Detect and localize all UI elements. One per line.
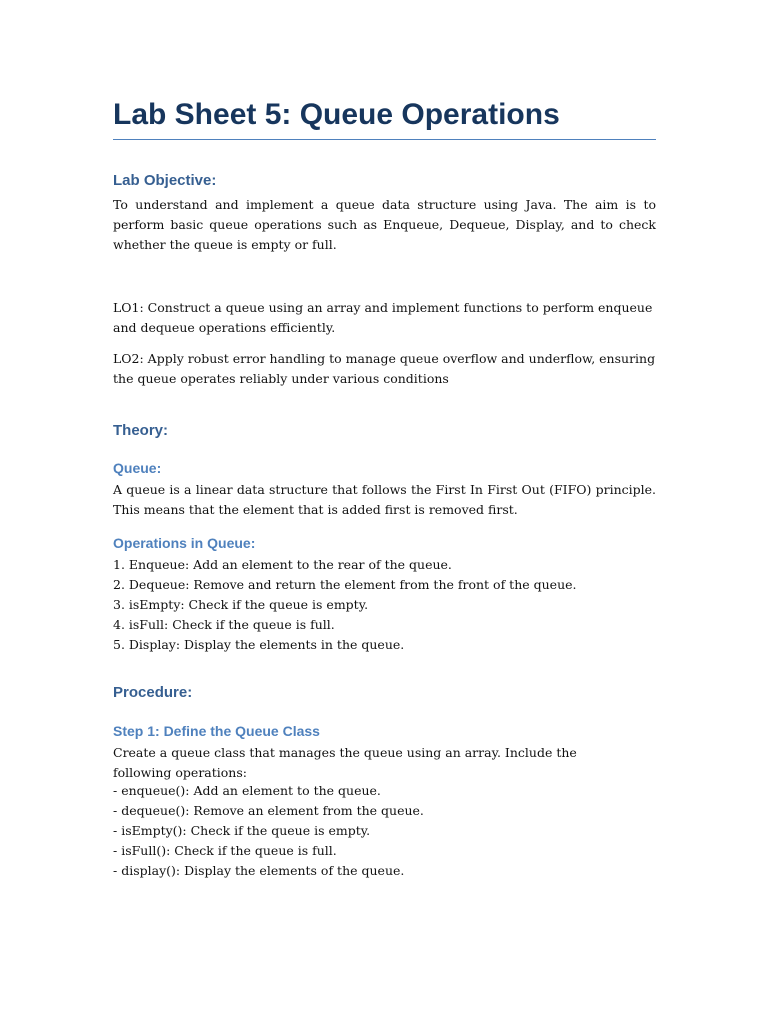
- list-item: 2. Dequeue: Remove and return the element from the front of the queue.: [113, 577, 577, 592]
- list-item: - display(): Display the elements of the queue.: [113, 863, 405, 878]
- queue-subsection: [113, 458, 656, 478]
- objective-paragraph: To understand and implement a queue data structure using Java. The aim is to perform basic queue operations such as Enqueue, Dequeue, Display, and to check whether the queue is empty or full.: [113, 197, 656, 252]
- objective-paragraph-block: [113, 195, 656, 255]
- list-item: 3. isEmpty: Check if the queue is empty.: [113, 597, 369, 612]
- queue-paragraph: A queue is a linear data structure that follows the First In First Out (FIFO) principle. This means that the element that is added first is removed first.: [113, 482, 656, 517]
- list-item: 4. isFull: Check if the queue is full.: [113, 617, 335, 632]
- step1-list: [113, 781, 656, 881]
- list-item: 1. Enqueue: Add an element to the rear of the queue.: [113, 557, 452, 572]
- lo2-text: LO2: Apply robust error handling to manage queue overflow and underflow, ensuring the queue operates reliably under various conditions: [113, 351, 656, 386]
- list-item: - enqueue(): Add an element to the queue.: [113, 783, 381, 798]
- objective-section: [113, 171, 656, 191]
- ops-subsection: [113, 533, 656, 553]
- objective-heading: Lab Objective:: [113, 172, 217, 189]
- theory-section: [113, 421, 656, 441]
- lo1-text: LO1: Construct a queue using an array and implement functions to perform enqueue and dequeue operations efficiently.: [113, 300, 653, 335]
- list-item: - isFull(): Check if the queue is full.: [113, 843, 337, 858]
- lo2-block: [113, 349, 656, 389]
- queue-paragraph-block: [113, 480, 656, 520]
- procedure-heading: Procedure:: [113, 684, 193, 701]
- document-content: [113, 95, 656, 878]
- step1-heading: Step 1: Define the Queue Class: [113, 723, 320, 739]
- list-item: - dequeue(): Remove an element from the queue.: [113, 803, 424, 818]
- ops-list: [113, 555, 656, 655]
- step1-intro: Create a queue class that manages the queue using an array. Include the following operations:: [113, 745, 577, 780]
- list-item: 5. Display: Display the elements in the queue.: [113, 637, 405, 652]
- page-title: Lab Sheet 5: Queue Operations: [113, 95, 656, 140]
- ops-heading: Operations in Queue:: [113, 535, 256, 551]
- list-item: - isEmpty(): Check if the queue is empty.: [113, 823, 371, 838]
- lo1-block: [113, 298, 656, 338]
- step1-subsection: [113, 721, 656, 741]
- step1-intro-block: [113, 743, 656, 783]
- procedure-section: [113, 683, 656, 703]
- theory-heading: Theory:: [113, 422, 169, 439]
- queue-heading: Queue:: [113, 460, 162, 476]
